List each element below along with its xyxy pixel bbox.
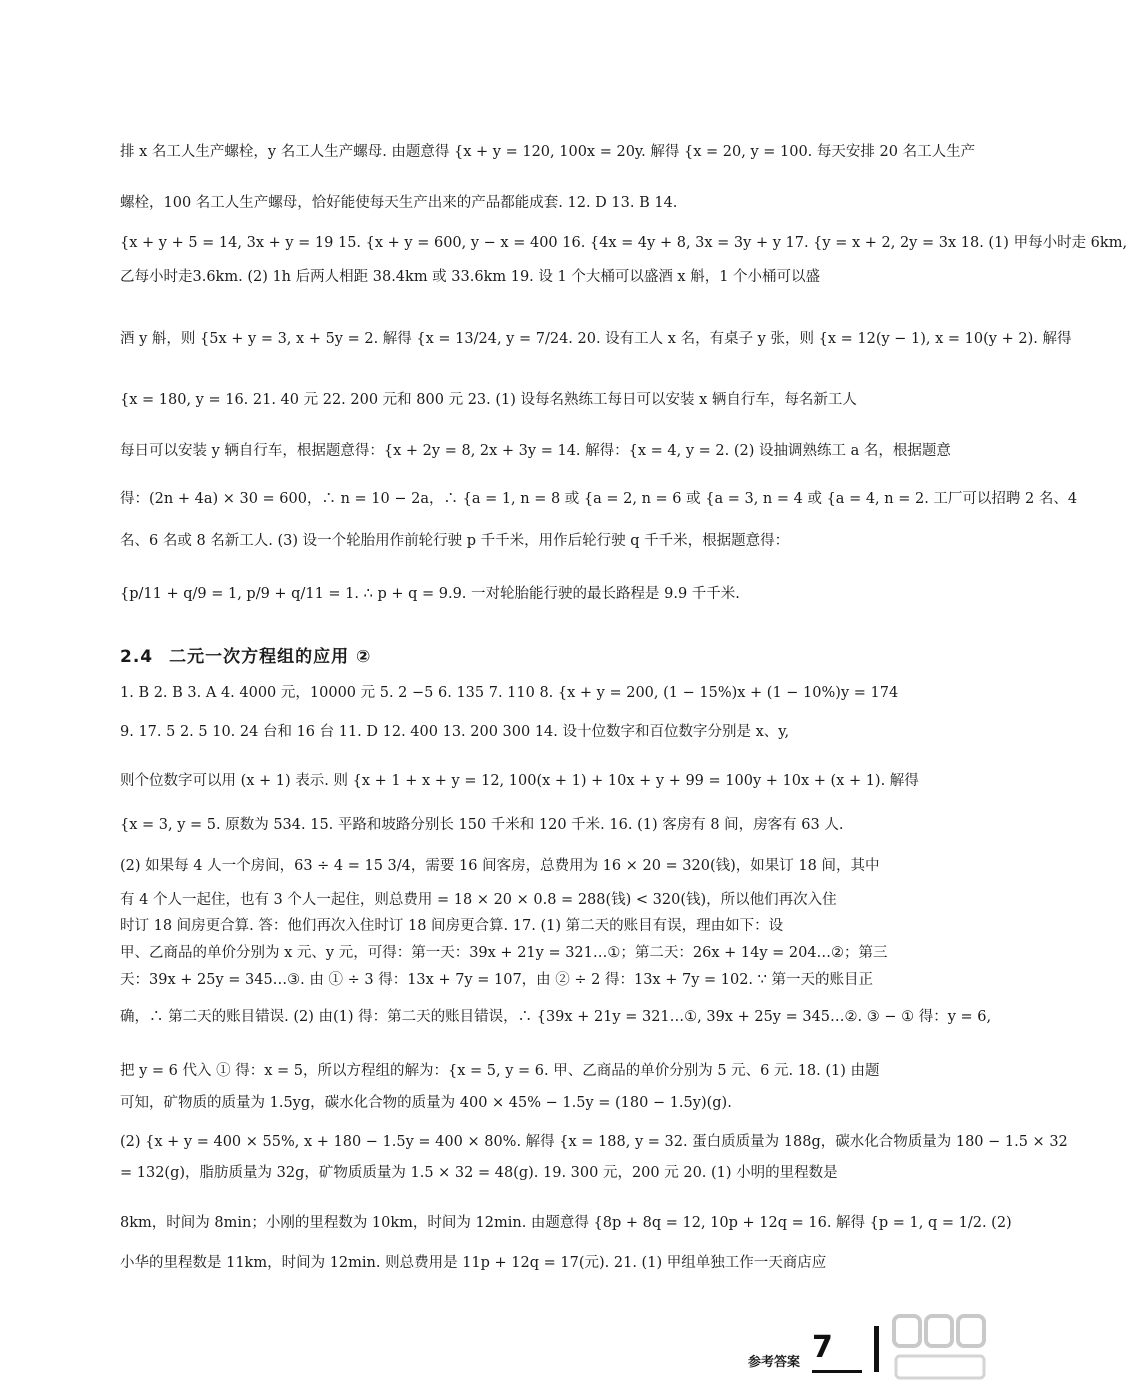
section-number: 2.4: [120, 647, 154, 667]
answer-line-18: 甲、乙商品的单价分别为 x 元、y 元，可得：第一天：39x + 21y = 321…①；第二天：26x + 14y = 204…②；第三: [120, 945, 888, 961]
answer-line-15: (2) 如果每 4 人一个房间，63 ÷ 4 = 15 3/4，需要 16 间客房，总费用为 16 × 20 = 320(钱)，如果订 18 间，其中: [120, 858, 880, 874]
answer-line-9: 名、6 名或 8 名新工人. (3) 设一个轮胎用作前轮行驶 p 千千米，用作后轮行驶 q 千千米，根据题意得：: [120, 533, 790, 549]
answer-line-16: 有 4 个人一起住，也有 3 个人一起住，则总费用 = 18 × 20 × 0.8 = 288(钱) < 320(钱)，所以他们再次入住: [120, 892, 837, 908]
answer-line-26: 小华的里程数是 11km，时间为 12min. 则总费用是 11p + 12q = 17(元). 21. (1) 甲组单独工作一天商店应: [120, 1255, 827, 1271]
answer-line-20: 确，∴ 第二天的账目错误. (2) 由(1) 得：第二天的账目错误，∴ {39x + 21y = 321…①, 39x + 25y = 345…②. ③ − ① 得：y = 6,: [120, 1009, 992, 1025]
answer-line-24: = 132(g)，脂肪质量为 32g，矿物质质量为 1.5 × 32 = 48(g). 19. 300 元，200 元 20. (1) 小明的里程数是: [120, 1165, 838, 1181]
answer-line-23: (2) {x + y = 400 × 55%, x + 180 − 1.5y = 400 × 80%. 解得 {x = 188, y = 32. 蛋白质质量为 188g，碳水化合物质量为 180 − 1.5 × 32: [120, 1134, 1068, 1150]
answer-line-12: 9. 17. 5 2. 5 10. 24 台和 16 台 11. D 12. 400 13. 200 300 14. 设十位数字和百位数字分别是 x、y,: [120, 724, 790, 740]
answer-line-5: 酒 y 斛，则 {5x + y = 3, x + 5y = 2. 解得 {x = 13/24, y = 7/24. 20. 设有工人 x 名，有桌子 y 张，则 {x = 12(y − 1), x = 10(y + 2). 解得: [120, 331, 1072, 347]
answer-line-13: 则个位数字可以用 (x + 1) 表示. 则 {x + 1 + x + y = 12, 100(x + 1) + 10x + y + 99 = 100y + 10x + (x + 1). 解得: [120, 773, 919, 789]
answer-line-2: 螺栓，100 名工人生产螺母，恰好能使每天生产出来的产品都能成套. 12. D 13. B 14.: [120, 195, 678, 211]
section-heading: [120, 642, 371, 667]
answer-line-8: 得：(2n + 4a) × 30 = 600，∴ n = 10 − 2a，∴ {a = 1, n = 8 或 {a = 2, n = 6 或 {a = 3, n = 4 或 {a = 4, n = 2. 工厂可以招聘 2 名、4: [120, 491, 1078, 507]
answer-line-19: 天：39x + 25y = 345…③. 由 ① ÷ 3 得：13x + 7y = 107，由 ② ÷ 2 得：13x + 7y = 102. ∵ 第一天的账目正: [120, 972, 873, 988]
answer-line-7: 每日可以安装 y 辆自行车，根据题意得：{x + 2y = 8, 2x + 3y = 14. 解得：{x = 4, y = 2. (2) 设抽调熟练工 a 名，根据题意: [120, 443, 951, 459]
answer-line-4: 乙每小时走3.6km. (2) 1h 后两人相距 38.4km 或 33.6km 19. 设 1 个大桶可以盛酒 x 斛，1 个小桶可以盛: [120, 269, 821, 285]
answer-line-10: {p/11 + q/9 = 1, p/9 + q/11 = 1. ∴ p + q = 9.9. 一对轮胎能行驶的最长路程是 9.9 千千米.: [120, 586, 740, 602]
answer-line-25: 8km，时间为 8min；小刚的里程数为 10km，时间为 12min. 由题意得 {8p + 8q = 12, 10p + 12q = 16. 解得 {p = 1, q = 1/2. (2): [120, 1215, 1012, 1231]
answer-line-21: 把 y = 6 代入 ① 得：x = 5，所以方程组的解为：{x = 5, y = 6. 甲、乙商品的单价分别为 5 元、6 元. 18. (1) 由题: [120, 1063, 880, 1079]
answer-line-14: {x = 3, y = 5. 原数为 534. 15. 平路和坡路分别长 150 千米和 120 千米. 16. (1) 客房有 8 间，房客有 63 人.: [120, 817, 844, 833]
footer-label: 参考答案: [748, 1355, 801, 1370]
answer-line-17: 时订 18 间房更合算. 答：他们再次入住时订 18 间房更合算. 17. (1) 第二天的账目有误，理由如下：设: [120, 918, 784, 934]
page-number-bar: [874, 1326, 879, 1372]
answer-line-11: 1. B 2. B 3. A 4. 4000 元，10000 元 5. 2 −5 6. 135 7. 110 8. {x + y = 200, (1 − 15%)x + (1 − 10%)y = 174: [120, 685, 899, 701]
answer-line-6: {x = 180, y = 16. 21. 40 元 22. 200 元和 800 元 23. (1) 设每名熟练工每日可以安装 x 辆自行车，每名新工人: [120, 392, 857, 408]
watermark-icon: [890, 1312, 990, 1384]
page-number: 7: [812, 1330, 862, 1373]
answer-line-22: 可知，矿物质的质量为 1.5yg，碳水化合物的质量为 400 × 45% − 1.5y = (180 − 1.5y)(g).: [120, 1095, 732, 1111]
answer-line-1: 排 x 名工人生产螺栓，y 名工人生产螺母. 由题意得 {x + y = 120, 100x = 20y. 解得 {x = 20, y = 100. 每天安排 20 名工人生产: [120, 144, 976, 160]
section-title: 二元一次方程组的应用 ②: [169, 647, 372, 667]
answer-line-3: {x + y + 5 = 14, 3x + y = 19 15. {x + y = 600, y − x = 400 16. {4x = 4y + 8, 3x = 3y + y 17. {y = x + 2, 2y = 3x 18. (1) 甲每小时走 6km,: [120, 235, 1127, 251]
